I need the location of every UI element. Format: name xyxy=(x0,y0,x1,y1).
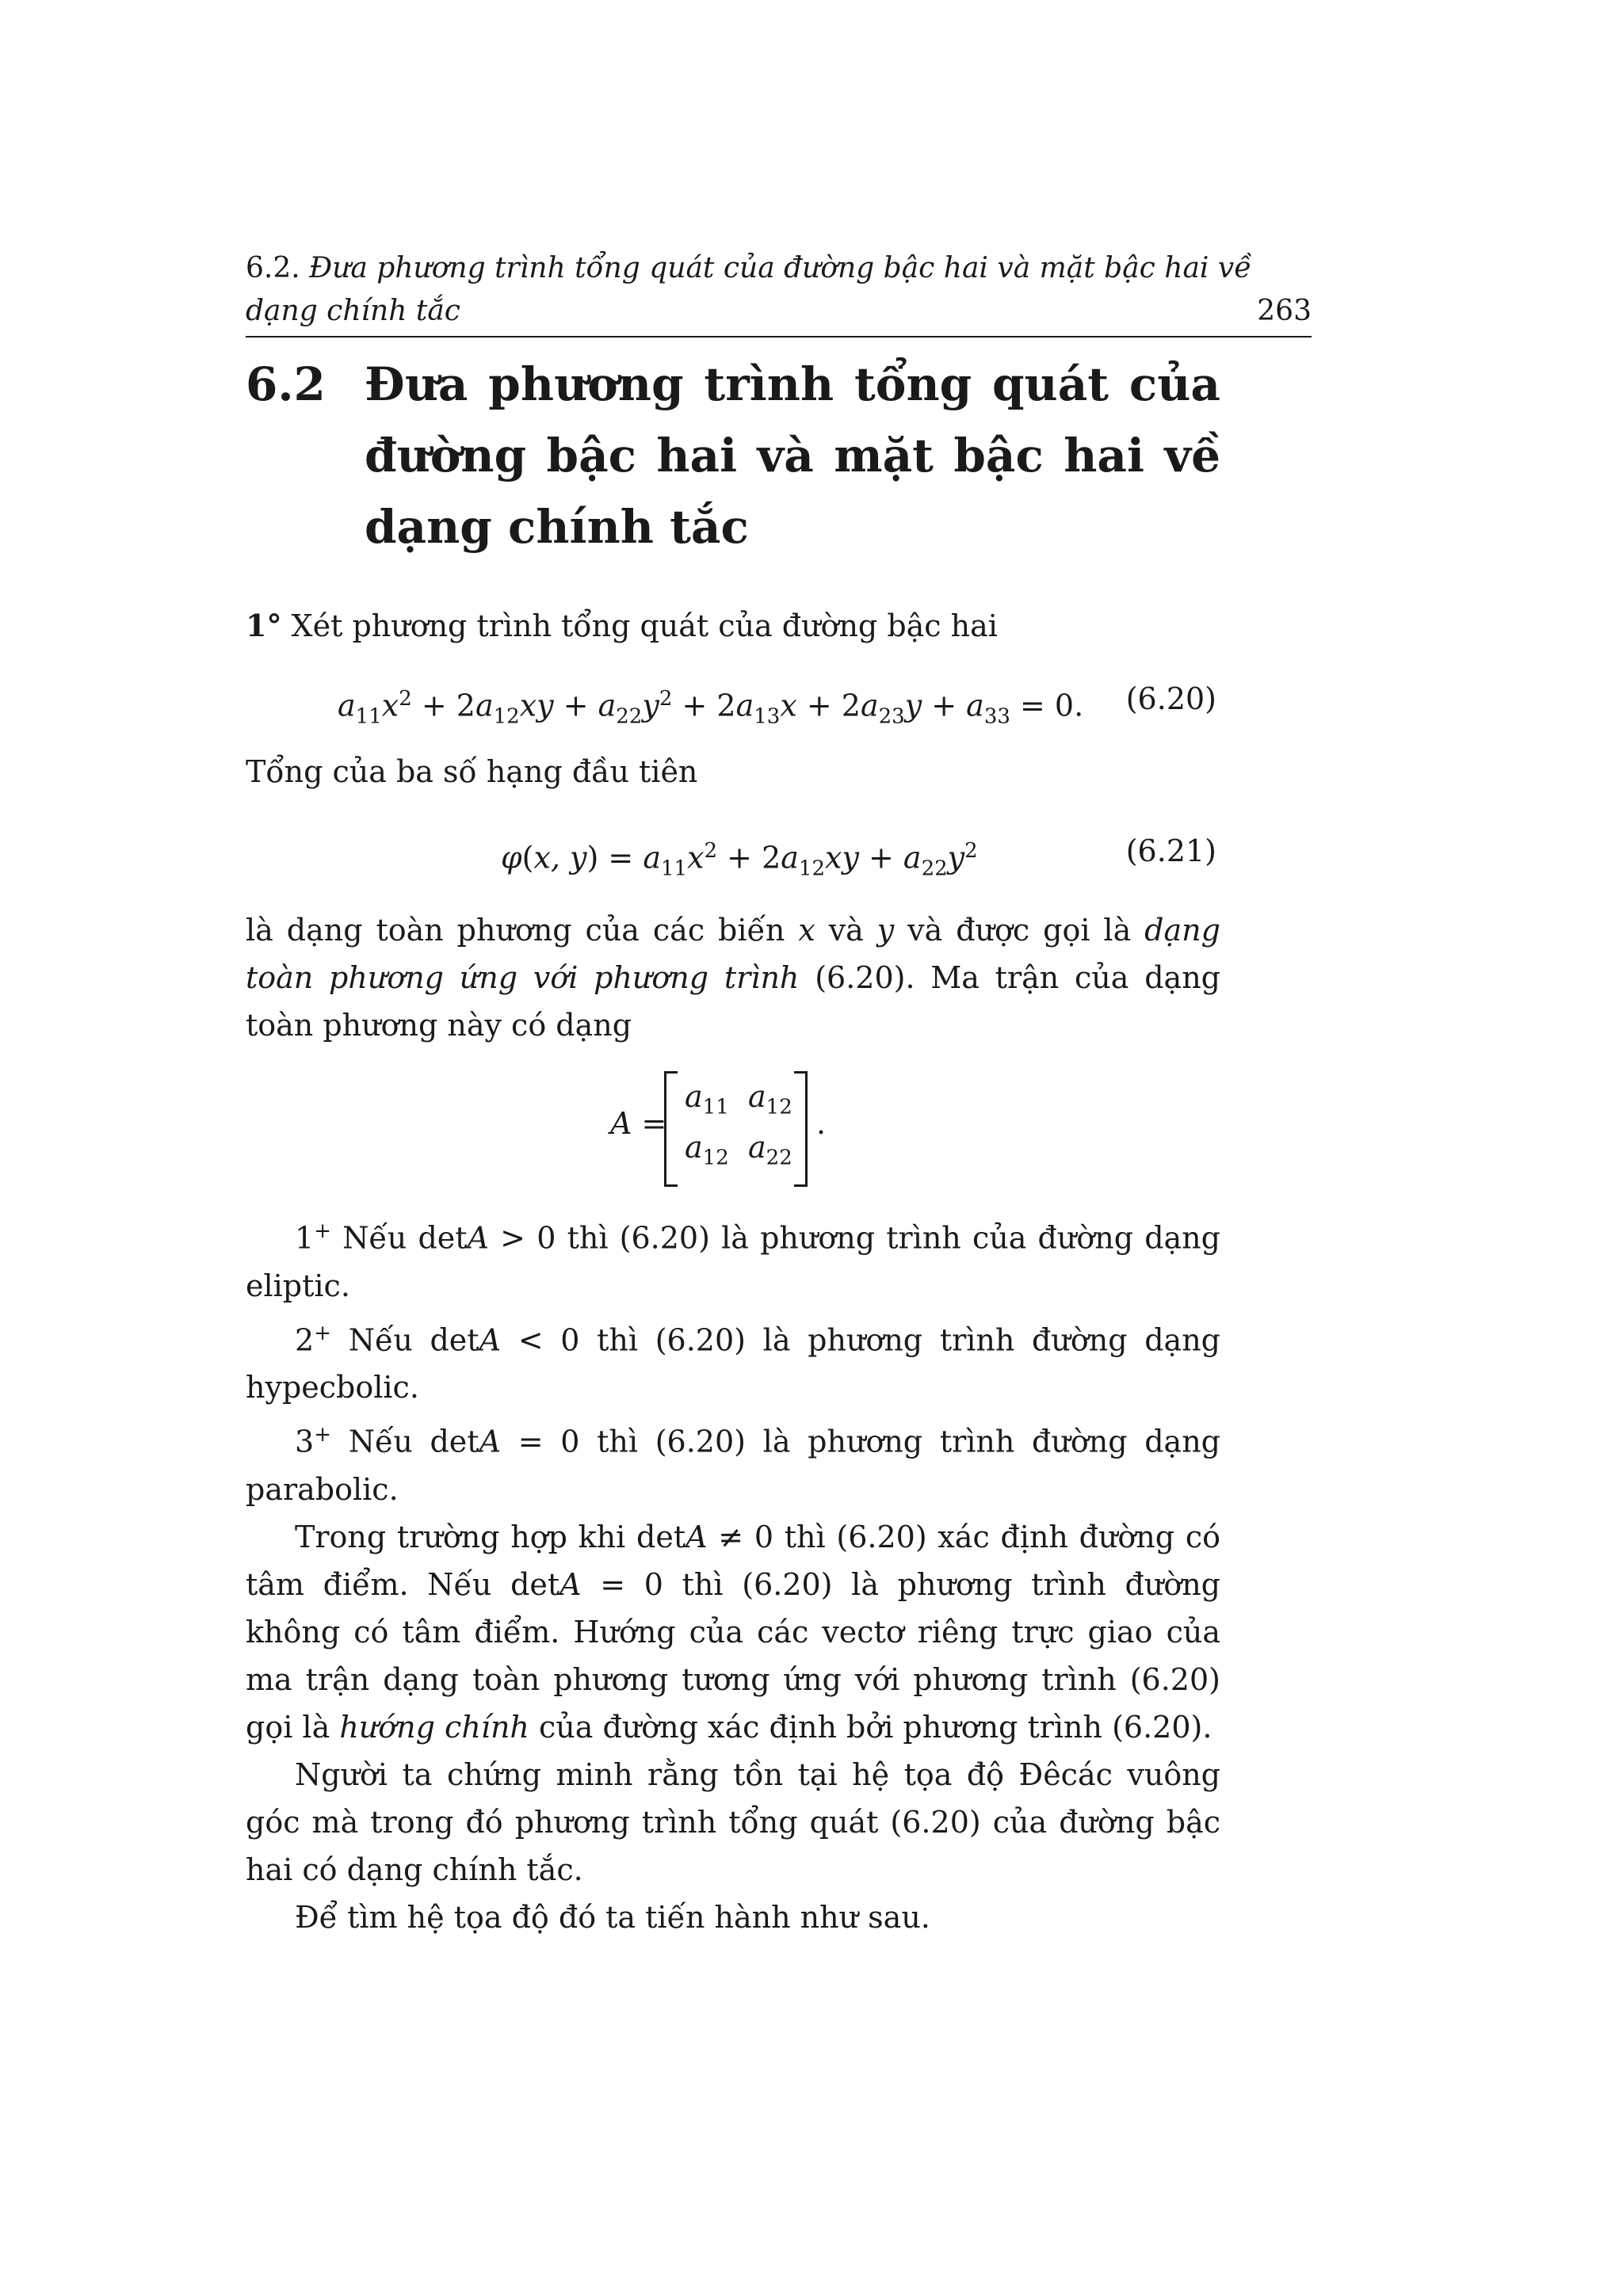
intro-paragraph xyxy=(246,602,1312,650)
case-1-pre: Nếu det xyxy=(342,1220,468,1256)
header-title-line2: dạng chính tắc xyxy=(246,295,460,327)
principal-part3: = 0 thì (6.20) là phương trình đường không có tâm điểm. Hướng của các vectơ riêng trực giao của ma trận dạng toàn phương tương ứng với phương trình (6.20) gọi là xyxy=(246,1566,1220,1745)
principal-emphasis: hướng chính xyxy=(339,1709,529,1745)
intro-marker: 1° xyxy=(246,608,282,643)
principal-var-a1: A xyxy=(685,1519,708,1554)
quadratic-text-part3: (6.20). Ma trận của dạng toàn phương này có dạng xyxy=(246,960,1220,1043)
quadratic-text-part2: và được gọi là xyxy=(907,913,1132,948)
case-3-pre: Nếu det xyxy=(348,1424,479,1459)
quadratic-text-emphasis: dạng toàn phương ứng với phương trình xyxy=(246,913,1220,995)
equation-tag-6-20: (6.20) xyxy=(1125,681,1216,716)
case-1-text: > 0 thì (6.20) là phương trình của đường dạng eliptic. xyxy=(246,1220,1220,1303)
principal-part2: ≠ 0 thì (6.20) xác định đường có tâm điểm. Nếu det xyxy=(246,1519,1220,1602)
page-number: 263 xyxy=(1257,295,1312,327)
matrix-cell-22: $a_{22}$ xyxy=(748,1130,792,1170)
page xyxy=(246,247,1312,1941)
case-2-sup: + xyxy=(314,1321,331,1345)
header-title-line1: Đưa phương trình tổng quát của đường bậc hai và mặt bậc hai về xyxy=(309,252,1252,284)
cases-list xyxy=(246,1207,1220,1941)
case-2-text: < 0 thì (6.20) là phương trình đường dạng hypecbolic. xyxy=(246,1322,1221,1405)
case-1-var: A xyxy=(467,1220,489,1256)
case-3-sup: + xyxy=(314,1423,331,1447)
section-heading xyxy=(246,349,1312,563)
section-title: Đưa phương trình tổng quát của đường bậc hai và mặt bậc hai về dạng chính tắc xyxy=(365,357,1220,554)
case-2-var: A xyxy=(479,1322,502,1358)
case-1-marker: 1 xyxy=(295,1220,315,1256)
equation-tag-6-21: (6.21) xyxy=(1125,833,1216,868)
principal-part1: Trong trường hợp khi det xyxy=(295,1519,686,1554)
case-2-pre: Nếu det xyxy=(348,1322,479,1358)
matrix-cell-12: $a_{12}$ xyxy=(748,1079,792,1119)
equation-6-20: $a_{11}x^2 + 2a_{12}xy + a_{22}y^2 + 2a_{13}x + 2a_{23}y + a_{33} = 0$. (6.20) xyxy=(246,675,1312,723)
intro-text: Xét phương trình tổng quát của đường bậc hai xyxy=(291,608,998,643)
matrix-left-bracket xyxy=(664,1071,678,1187)
case-1 xyxy=(246,1207,1220,1310)
case-3-var: A xyxy=(479,1424,502,1459)
quadratic-text-and: và xyxy=(828,913,864,948)
case-3 xyxy=(246,1411,1220,1513)
case-2 xyxy=(246,1310,1220,1412)
case-3-text: = 0 thì (6.20) là phương trình đường dạng parabolic. xyxy=(246,1424,1221,1507)
equation-6-21: φ(x, $y) = a_{11}x^2 + 2a_{12}xy + a_{22}y^2$ (6.21) xyxy=(246,827,1312,875)
quadratic-form-paragraph xyxy=(246,906,1220,1049)
matrix-cell-11: $a_{11}$ xyxy=(685,1079,729,1119)
case-3-marker: 3 xyxy=(295,1424,315,1459)
matrix-cell-21: $a_{12}$ xyxy=(685,1130,729,1170)
matrix-lhs: A = xyxy=(610,1106,667,1141)
quadratic-text-part1: là dạng toàn phương của các biến xyxy=(246,913,785,948)
final-paragraph: Để tìm hệ tọa độ đó ta tiến hành như sau. xyxy=(295,1899,930,1935)
matrix-right-bracket xyxy=(794,1071,808,1187)
header-section-number: 6.2. xyxy=(246,252,300,284)
var-x: x xyxy=(798,913,815,948)
principal-part4: của đường xác định bởi phương trình (6.20). xyxy=(539,1709,1212,1745)
section-number: 6.2 xyxy=(246,357,326,411)
running-header xyxy=(246,247,1312,338)
case-2-marker: 2 xyxy=(295,1322,315,1358)
var-y: y xyxy=(876,913,895,948)
principal-directions-paragraph xyxy=(246,1513,1220,1751)
case-1-sup: + xyxy=(314,1219,331,1243)
matrix-period: . xyxy=(816,1106,827,1141)
principal-var-a2: A xyxy=(559,1566,582,1602)
proof-paragraph: Người ta chứng minh rằng tồn tại hệ tọa độ Đêcác vuông góc mà trong đó phương trình tổng quát (6.20) của đường bậc hai có dạng chính tắc. xyxy=(246,1756,1220,1887)
matrix-equation xyxy=(246,1071,1312,1190)
sum-text: Tổng của ba số hạng đầu tiên xyxy=(246,754,698,789)
